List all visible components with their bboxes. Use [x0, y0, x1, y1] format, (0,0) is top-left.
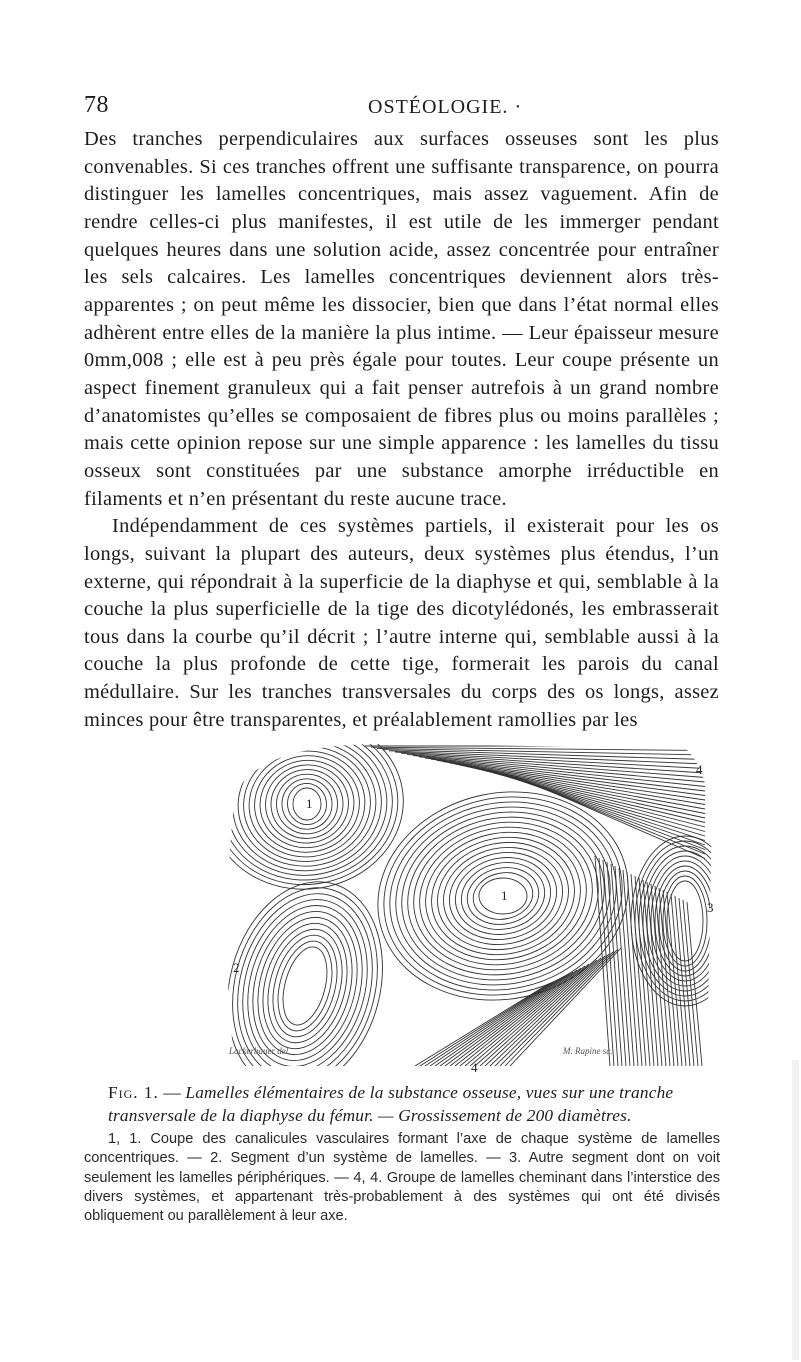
label-group-4-bottom: 4 — [471, 1060, 478, 1075]
segment-lamella — [269, 935, 341, 1037]
running-head — [368, 96, 522, 119]
label-canal-1-lower: 1 — [501, 888, 508, 903]
bone-lamellae-illustration — [215, 736, 718, 1076]
interstitial-lamella — [455, 970, 577, 1066]
page-edge-shadow — [792, 1060, 799, 1360]
peripheral-lamella — [623, 870, 638, 1066]
segment-lamella — [263, 928, 348, 1044]
figure-legend — [84, 1130, 720, 1226]
caption-title: Lamelles élémentaires de la substance osseuse, vues sur une tranche transversale de la diaphyse du fémur. — [108, 1083, 674, 1125]
legend-text: 1, 1. Coupe des canalicules vasculaires formant l’axe de chaque système de lamelles concentriques. — 2. Segment d’un système de lamelles. — 3. Autre segment dont on voit seulement les lamelles périphériques. — 4, 4. Groupe de lamelles cheminant dans l’interstice des divers systèmes, et appartenant très-probablement à des systèmes qui ont été divisés obliquement ou parallèlement à leur axe. — [84, 1131, 720, 1225]
label-segment-2: 2 — [233, 960, 240, 975]
caption-dash: — — [158, 1083, 186, 1102]
paragraph: Indépendamment de ces systèmes partiels, il existerait pour les os longs, suivant la plupart des auteurs, deux systèmes plus étendus, l’un externe, qui répondrait à la superficie de la diaphyse et qui, semblable à la couche la plus superficielle de la tige des dicotylédonés, les embrasserait tous dans la courbe qu’il décrit ; l’autre interne qui, semblable aussi à la couche la plus profonde de cette tige, formerait les parois du canal médullaire. Sur les tranches transversales du corps des os longs, assez minces pour être transparentes, et préalablement ramollies par les — [84, 515, 719, 731]
engraving-lines — [215, 736, 718, 1076]
peripheral-lamella — [631, 874, 646, 1066]
running-head-title: OSTÉOLOGIE. — [368, 96, 509, 118]
peripheral-lamella — [627, 872, 642, 1066]
figure-number: Fig. 1. — [108, 1083, 159, 1102]
peripheral-lamella — [611, 864, 626, 1066]
page-header — [84, 92, 724, 126]
engraving-svg — [215, 736, 718, 1076]
peripheral-lamella — [683, 900, 698, 1066]
body-text — [84, 126, 719, 734]
paragraph: Des tranches perpendiculaires aux surfaces osseuses sont les plus convenables. Si ces tranches offrent une suffisante transparence, on pourra distinguer les lamelles concentriques, mais assez vaguement. Afin de rendre celles-ci plus manifestes, il est utile de les immerger pendant quelques heures dans une solution acide, assez concentrée pour entraîner les sels calcaires. Les lamelles concentriques deviennent alors très-apparentes ; on peut même les dissocier, bien que dans l’état normal elles adhèrent entre elles de la manière la plus intime. — Leur épaisseur mesure 0mm,008 ; elle est à peu près égale pour toutes. Leur coupe présente un aspect finement granuleux qui a fait penser autrefois à un grand nombre d’anatomistes qu’elles se composaient de fibres plus ou moins parallèles ; mais cette opinion repose sur une simple apparence : les lamelles du tissu osseux sont constituées par une substance amorphe irréductible en filaments et n’en présentant du reste aucune trace. — [84, 128, 719, 510]
interstitial-lamella — [435, 978, 561, 1066]
peripheral-lamella — [663, 890, 678, 1066]
running-head-mark: · — [514, 96, 523, 118]
interstitial-lamella — [445, 974, 569, 1066]
signature-right: M. Rapine sc. — [563, 1046, 613, 1056]
signature-left: Lackerbauer del. — [229, 1046, 291, 1056]
label-segment-3: 3 — [707, 900, 714, 915]
figure-caption — [108, 1081, 722, 1127]
segment-lamella — [215, 864, 405, 1076]
concentric-lamella — [215, 736, 402, 891]
caption-magnification: — Grossissement de 200 diamètres. — [373, 1106, 632, 1125]
oblique-lamella — [401, 753, 705, 773]
peripheral-lamella — [607, 862, 622, 1066]
segment-lamella — [275, 942, 334, 1030]
page-number: 78 — [84, 92, 109, 118]
peripheral-lamella — [679, 898, 694, 1066]
engraver-signatures — [228, 1046, 613, 1056]
peripheral-lamella — [667, 892, 682, 1066]
oblique-lamella — [515, 776, 705, 859]
label-canal-1: 1 — [306, 796, 313, 811]
label-group-4-top: 4 — [696, 762, 703, 777]
